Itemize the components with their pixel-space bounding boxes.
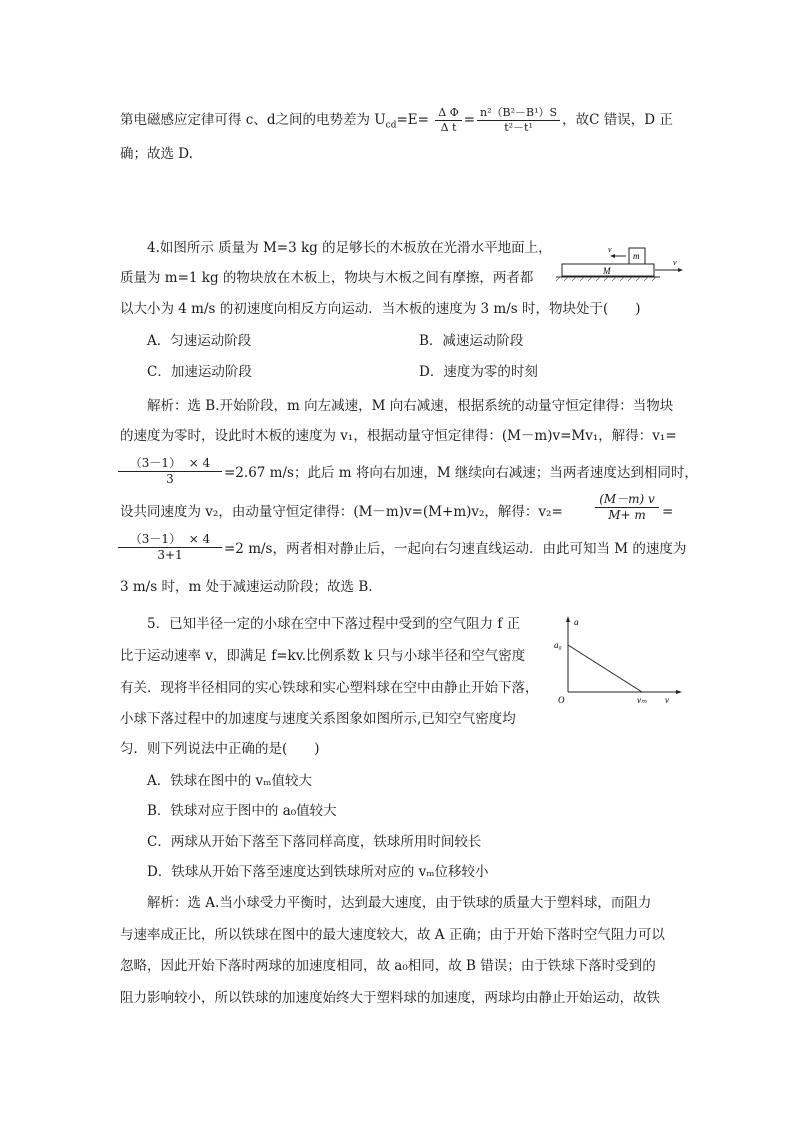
ground-hatch (556, 277, 656, 281)
a-v-line (568, 645, 642, 692)
y-intercept-label: a₀ (554, 640, 562, 650)
intro-text: ，故C 错误，D 正 (562, 112, 673, 128)
q4-option-c: C．加速运动阶段 (147, 364, 252, 380)
y-axis-arrow (566, 616, 570, 622)
q5-solution-line-1: 解析：选 A.当小球受力平衡时，达到最大速度，由于铁球的质量大于塑料球，而阻力 (147, 895, 652, 911)
q5-line-1: 5．已知半径一定的小球在空中下落过程中受到的空气阻力 f 正 (147, 616, 521, 632)
q5-solution-line-4: 阻力影响较小，所以铁球的加速度始终大于塑料球的加速度，两球均由静止开始运动，故铁 (120, 990, 660, 1006)
q4-solution-line-3: =2.67 m/s；此后 m 将向右加速，M 继续向右减速；当两者速度达到相同时， (224, 465, 698, 481)
solution-text: 设共同速度为 v₂，由动量守恒定律得：(M－m)v=(M+m)v₂，解得：v₂= (120, 504, 563, 520)
q5-option-c: C．两球从开始下落至下落同样高度，铁球所用时间较长 (147, 834, 482, 850)
fraction-numerator: (M－m) v (599, 492, 655, 506)
q5-solution-line-2: 与速率成正比，所以铁球在图中的最大速度较大，故 A 正确；由于开始下落时空气阻力可以 (120, 927, 665, 943)
q4-option-a: A．匀速运动阶段 (147, 333, 252, 349)
fraction-numerator: （3－1） × 4 (129, 532, 211, 546)
q4-option-d: D．速度为零的时刻 (419, 364, 538, 380)
x-axis-label: v (665, 695, 669, 705)
q4-fraction-v2 (595, 490, 659, 522)
x-intercept-label: vₘ (637, 695, 647, 705)
q5-option-a: A．铁球在图中的 vₘ值较大 (147, 773, 312, 789)
q4-fraction-v1 (118, 454, 222, 486)
q5-line-4: 小球下落过程中的加速度与速度关系图象如图所示,已知空气密度均 (120, 711, 516, 727)
board-velocity-label: v (673, 258, 677, 267)
intro-line-1 (120, 106, 673, 135)
q4-line-2: 质量为 m=1 kg 的物块放在木板上，物块与木板之间有摩擦，两者都 (120, 270, 534, 286)
q4-fraction-result (118, 530, 222, 562)
q4-line-3: 以大小为 4 m/s 的初速度向相反方向运动．当木板的速度为 3 m/s 时，物块处于( ) (120, 301, 641, 317)
fraction-denominator: Δ t (440, 121, 457, 134)
fraction-denominator: t²－t¹ (504, 121, 533, 134)
intro-text: 第电磁感应定律可得 c、d之间的电势差为 U (120, 112, 386, 128)
q4-solution-line-6: 3 m/s 时，m 处于减速运动阶段；故选 B. (120, 579, 373, 595)
arrow-head-right (678, 268, 683, 272)
q4-figure (556, 244, 686, 284)
q5-option-d: D．铁球从开始下落至速度达到铁球所对应的 vₘ位移较小 (147, 864, 489, 880)
fraction-numerator: Δ Φ (435, 106, 461, 121)
q5-option-b: B．铁球对应于图中的 a₀值较大 (147, 803, 337, 819)
q4-line-1: 4.如图所示 质量为 M=3 kg 的足够长的木板放在光滑水平地面上， (147, 240, 552, 256)
q4-option-b: B．减速运动阶段 (419, 333, 524, 349)
fraction-denominator: M+ m (595, 507, 659, 522)
intro-text: =E= (396, 112, 429, 128)
q5-graph (550, 612, 690, 708)
block-label: m (633, 251, 640, 261)
q4-solution-line-5: =2 m/s，两者相对静止后，一起向右匀速直线运动．由此可知当 M 的速度为 (224, 541, 687, 557)
q5-line-3: 有关．现将半径相同的实心铁球和实心塑料球在空中由静止开始下落， (120, 680, 539, 696)
block-velocity-label: v (608, 245, 612, 254)
q5-line-5: 匀．则下列说法中正确的是( ) (120, 741, 320, 757)
fraction-denominator: 3 (118, 471, 222, 486)
equals: = (463, 112, 476, 128)
q4-solution-line-1: 解析：选 B.开始阶段，m 向左减速，M 向右减速，根据系统的动量守恒定律得：当物块 (147, 398, 674, 414)
y-axis-label: a (574, 617, 579, 627)
board-label: M (603, 266, 611, 276)
origin-label: O (558, 695, 565, 705)
q5-solution-line-3: 忽略，因此开始下落时两球的加速度相同，故 a₀相同，故 B 错误；由于铁球下落时受到的 (120, 958, 656, 974)
fraction-numerator: （3－1） × 4 (129, 456, 211, 470)
fraction-denominator: 3+1 (118, 547, 222, 562)
intro-line-2: 确；故选 D. (120, 146, 193, 162)
x-axis-arrow (676, 690, 682, 694)
flux-fraction (435, 106, 461, 135)
q4-solution-line-2: 的速度为零时，设此时木板的速度为 v₁，根据动量守恒定律得：(M－m)v=Mv₁，解得：v₁= (120, 428, 677, 444)
arrow-head-left (610, 254, 615, 258)
q4-solution-line-4 (120, 502, 563, 522)
q5-line-2: 比于运动速率 v，即满足 f=kv.比例系数 k 只与小球半径和空气密度 (120, 648, 526, 664)
fraction-numerator: n²（B²－B¹）S (477, 106, 560, 121)
emf-fraction (477, 106, 560, 135)
q4-equals: = (662, 504, 674, 520)
subscript: cd (385, 120, 397, 131)
